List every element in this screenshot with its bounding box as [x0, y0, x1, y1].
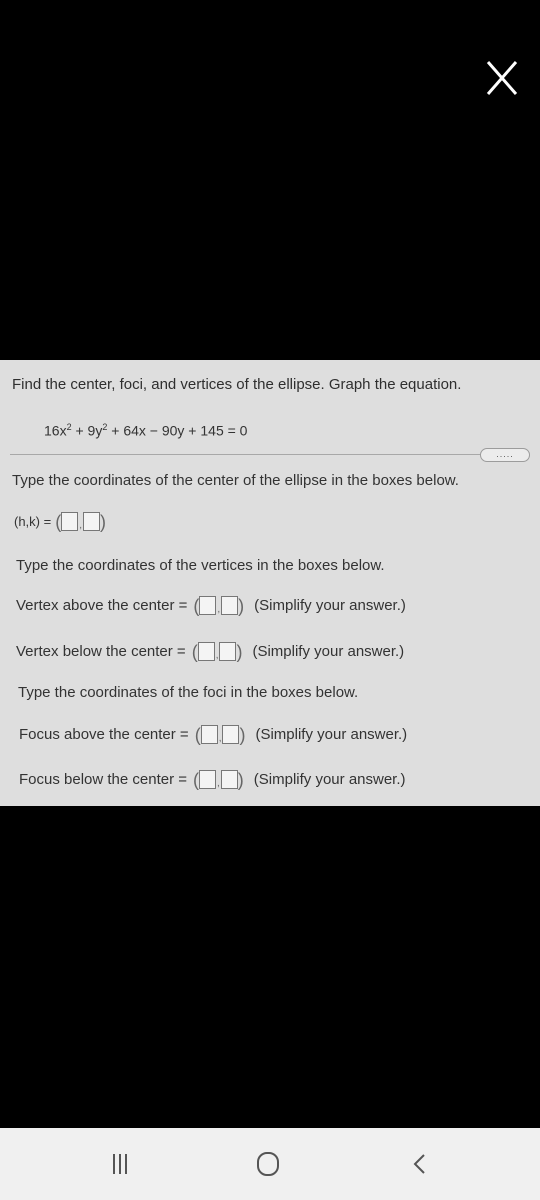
vertex-above-row: [16, 596, 406, 615]
center-h-input[interactable]: [61, 512, 78, 531]
simplify-hint: (Simplify your answer.): [255, 726, 408, 743]
comma: ,: [217, 604, 221, 615]
close-paren: ): [238, 595, 245, 616]
close-paren: ): [237, 769, 244, 790]
simplify-hint: (Simplify your answer.): [253, 771, 406, 788]
focus-below-x-input[interactable]: [199, 770, 216, 789]
equation-term-1: 16x: [44, 422, 67, 439]
center-row: [14, 512, 106, 531]
more-button[interactable]: .....: [480, 448, 530, 462]
home-icon: [248, 1148, 288, 1180]
recent-apps-button[interactable]: [100, 1148, 140, 1180]
vertices-instruction: Type the coordinates of the vertices in the boxes below.: [16, 557, 385, 574]
comma: ,: [79, 520, 82, 531]
divider: [10, 454, 486, 455]
equation-exponent-2: 2: [102, 422, 108, 432]
open-paren: (: [193, 595, 200, 616]
vertex-below-x-input[interactable]: [198, 642, 215, 661]
comma: ,: [215, 650, 219, 661]
equation-term-2: + 9y: [71, 422, 103, 439]
comma: ,: [218, 733, 222, 744]
back-icon: [400, 1148, 440, 1180]
center-instruction: Type the coordinates of the center of the ellipse in the boxes below.: [12, 472, 459, 489]
focus-above-row: [19, 725, 407, 744]
simplify-hint: (Simplify your answer.): [254, 597, 406, 614]
focus-below-row: [19, 770, 406, 789]
vertex-above-x-input[interactable]: [199, 596, 216, 615]
vertex-above-y-input[interactable]: [221, 596, 238, 615]
navigation-bar: [0, 1128, 540, 1200]
vertex-below-label: Vertex below the center =: [16, 643, 186, 660]
vertex-below-row: [16, 642, 404, 661]
ellipse-equation: [44, 422, 247, 439]
focus-below-label: Focus below the center =: [19, 771, 188, 788]
open-paren: (: [191, 641, 198, 662]
center-label: (h,k) =: [14, 514, 52, 529]
recent-apps-icon: [100, 1148, 140, 1180]
close-button[interactable]: [478, 56, 526, 104]
focus-above-label: Focus above the center =: [19, 726, 189, 743]
home-button[interactable]: [248, 1148, 288, 1180]
close-icon: [478, 56, 526, 104]
center-k-input[interactable]: [83, 512, 100, 531]
open-paren: (: [194, 724, 201, 745]
foci-instruction: Type the coordinates of the foci in the boxes below.: [18, 684, 359, 701]
open-paren: (: [193, 769, 200, 790]
close-paren: ): [239, 724, 246, 745]
equation-exponent-1: 2: [66, 422, 72, 432]
focus-above-y-input[interactable]: [222, 725, 239, 744]
focus-above-x-input[interactable]: [201, 725, 218, 744]
simplify-hint: (Simplify your answer.): [252, 643, 405, 660]
equation-term-3: + 64x − 90y + 145 = 0: [107, 422, 248, 439]
question-title: Find the center, foci, and vertices of the ellipse. Graph the equation.: [12, 376, 462, 393]
vertex-above-label: Vertex above the center =: [16, 597, 188, 614]
question-panel: [0, 360, 540, 806]
back-button[interactable]: [400, 1148, 440, 1180]
open-paren: (: [55, 511, 62, 532]
comma: ,: [217, 778, 220, 789]
vertex-below-y-input[interactable]: [219, 642, 236, 661]
focus-below-y-input[interactable]: [221, 770, 238, 789]
close-paren: ): [100, 511, 106, 532]
close-paren: ): [236, 641, 243, 662]
